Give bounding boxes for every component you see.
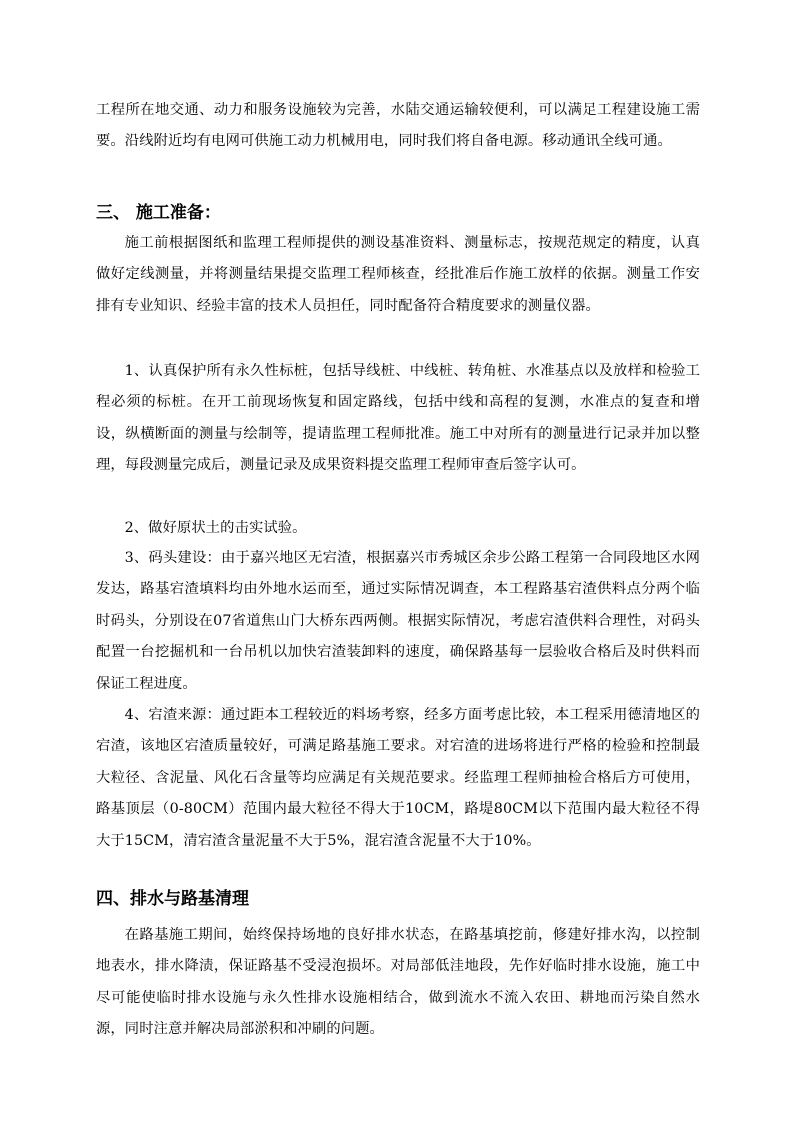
paragraph-intro: 工程所在地交通、动力和服务设施较为完善，水陆交通运输较便利，可以满足工程建设施工需要。沿线附近均有电网可供施工动力机械用电，同时我们将自备电源。移动通讯全线可通。	[96, 102, 700, 150]
paragraph-item-3: 3、码头建设：由于嘉兴地区无宕渣，根据嘉兴市秀城区余步公路工程第一合同段地区水网发达，路基宕渣填料均由外地水运而至，通过实际情况调查，本工程路基宕渣供料点分两个临时码头，分别设在07省道焦山门大桥东西两侧。根据实际情况，考虑宕渣供料合理性，对码头配置一台挖掘机和一台吊机以加快宕渣装卸料的速度，确保路基每一层验收合格后及时供料而保证工程进度。	[96, 550, 700, 692]
paragraph-item-2: 2、做好原状土的击实试验。	[124, 520, 307, 536]
paragraph-drainage: 在路基施工期间，始终保持场地的良好排水状态，在路基填挖前，修建好排水沟，以控制地表水，排水降渍，保证路基不受浸泡损坏。对局部低洼地段，先作好临时排水设施，施工中尽可能使临时排水设施与永久性排水设施相结合，做到流水不流入农田、耕地而污染自然水源，同时注意并解决局部淤积和冲刷的问题。	[96, 927, 700, 1038]
heading-construction-preparation: 三、 施工准备：	[96, 203, 221, 223]
paragraph-preparation: 施工前根据图纸和监理工程师提供的测设基准资料、测量标志，按规范规定的精度，认真做好定线测量，并将测量结果提交监理工程师核查，经批准后作施工放样的依据。测量工作安排有专业知识、经验丰富的技术人员担任，同时配备符合精度要求的测量仪器。	[96, 235, 700, 314]
paragraph-item-4: 4、宕渣来源：通过距本工程较近的料场考察，经多方面考虑比较，本工程采用德清地区的宕渣，该地区宕渣质量较好，可满足路基施工要求。对宕渣的进场将进行严格的检验和控制最大粒径、含泥量、风化石含量等均应满足有关规范要求。经监理工程师抽检合格后方可使用，路基顶层（0-80CM）范围内最大粒径不得大于10CM，路堤80CM以下范围内最大粒径不得大于15CM，清宕渣含量泥量不大于5%，混宕渣含泥量不大于10%。	[96, 707, 700, 849]
heading-drainage: 四、排水与路基清理	[96, 889, 249, 909]
paragraph-item-1: 1、认真保护所有永久性标桩，包括导线桩、中线桩、转角桩、水准基点以及放样和检验工程必须的标桩。在开工前现场恢复和固定路线，包括中线和高程的复测，水准点的复查和增设，纵横断面的测量与绘制等，提请监理工程师批准。施工中对所有的测量进行记录并加以整理，每段测量完成后，测量记录及成果资料提交监理工程师审查后签字认可。	[96, 363, 700, 474]
